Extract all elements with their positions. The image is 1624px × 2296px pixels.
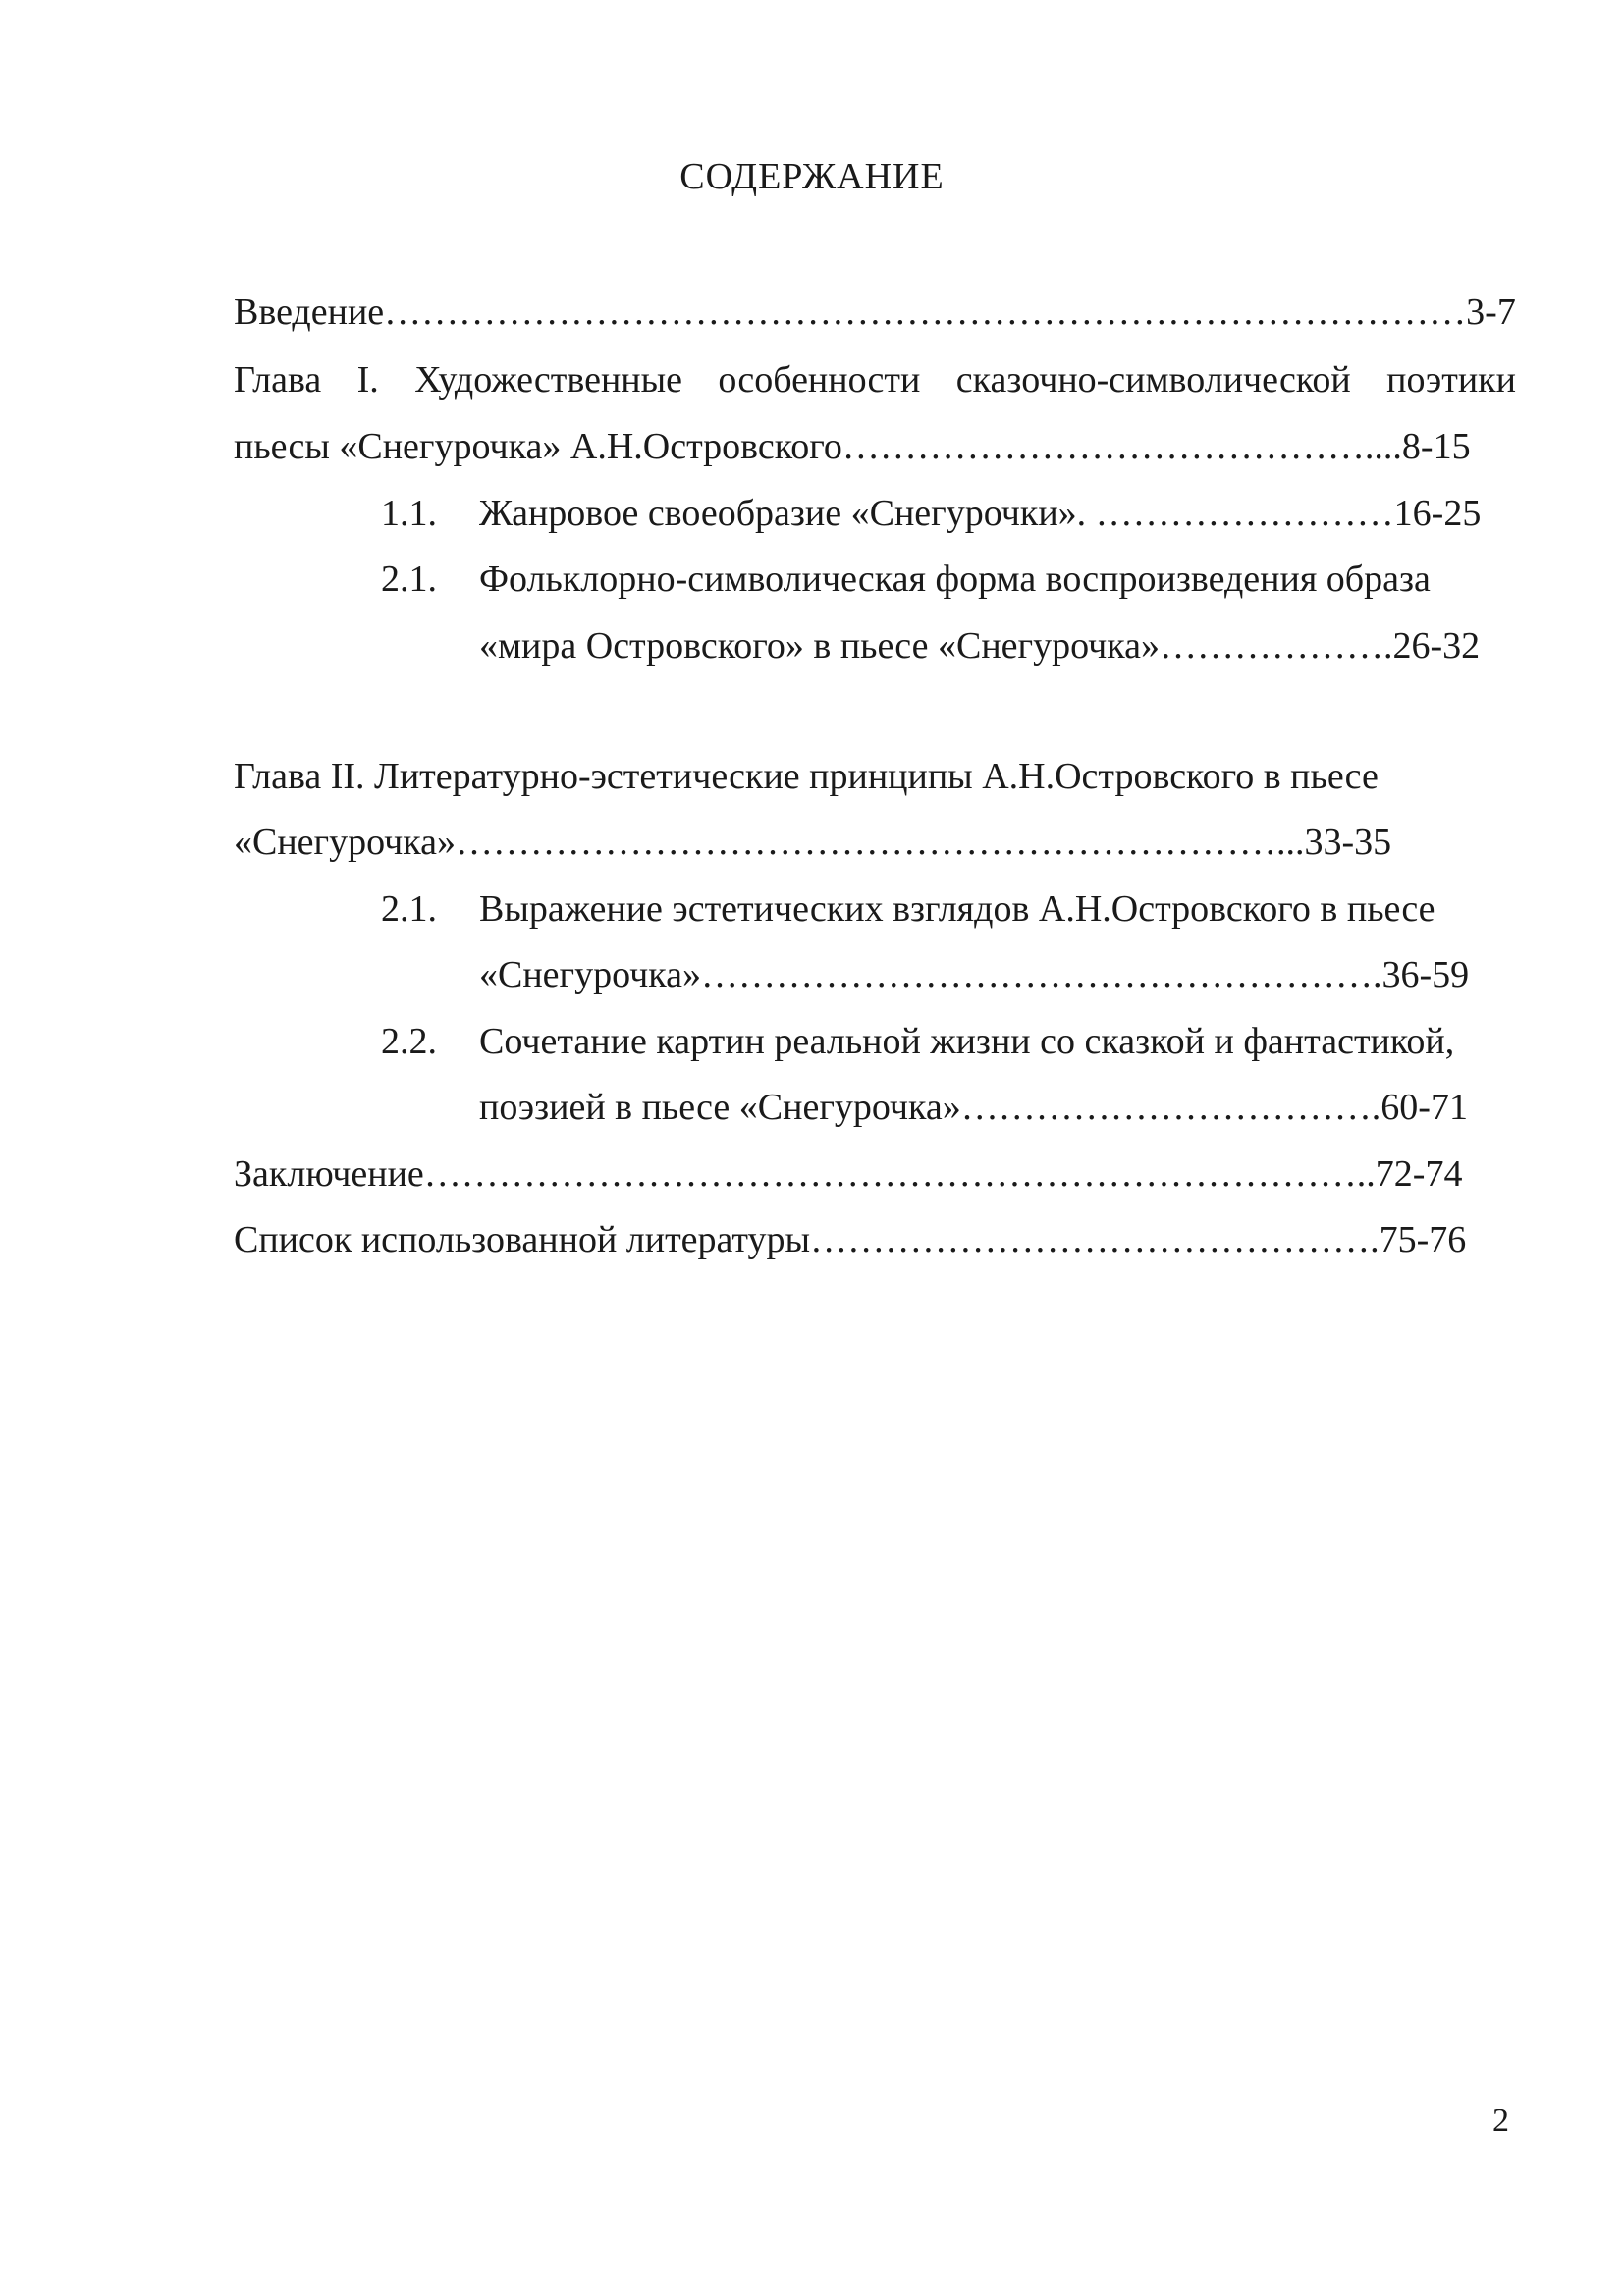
toc-entry-chapter-1-line-1 [234, 358, 1516, 401]
word: особенности [718, 359, 921, 400]
toc-entry-section-2-2-line-1: Сочетание картин реальной жизни со сказкой и фантастикой, [479, 1021, 1455, 1062]
toc-entry-bibliography: Список использованной литературы……………………………………….75-76 [234, 1219, 1467, 1260]
toc-entry-conclusion: Заключение…………………………………………………………………..72-74 [234, 1153, 1463, 1195]
word: поэтики [1386, 359, 1516, 400]
toc-entry-section-1-1: Жанровое своеобразие «Снегурочки». ……………………16-25 [479, 493, 1482, 534]
page-title: СОДЕРЖАНИЕ [679, 156, 945, 197]
toc-entry-chapter-2-line-2: «Снегурочка»…………………………………………………………...33-35 [234, 822, 1392, 863]
word: Художественные [414, 359, 683, 400]
toc-entry-section-2-1b-line-1: Выражение эстетических взглядов А.Н.Островского в пьесе [479, 888, 1435, 930]
page-number: 2 [1492, 2103, 1509, 2139]
toc-entry-chapter-2-line-1: Глава II. Литературно-эстетические принципы А.Н.Островского в пьесе [234, 756, 1379, 797]
word: I. [356, 359, 379, 400]
toc-entry-section-2-1-line-1: Фольклорно-символическая форма воспроизведения образа [479, 559, 1431, 600]
section-number: 2.2. [381, 1021, 437, 1062]
toc-entry-section-2-2-line-2: поэзией в пьесе «Снегурочка»…………………………….60-71 [479, 1087, 1468, 1128]
word: сказочно-символической [955, 359, 1351, 400]
word: Глава [234, 359, 322, 400]
toc-entry-chapter-1-line-2: пьесы «Снегурочка» А.Н.Островского……………………………………....8-15 [234, 426, 1471, 467]
toc-entry-section-2-1b-line-2: «Снегурочка»……………………………………………….36-59 [479, 954, 1470, 995]
section-number: 2.1. [381, 559, 437, 600]
section-number: 1.1. [381, 493, 437, 534]
section-number: 2.1. [381, 888, 437, 930]
toc-entry-introduction: Введение……………………………………………………………………………3-7 [234, 292, 1516, 333]
toc-entry-section-2-1-line-2: «мира Островского» в пьесе «Снегурочка»……………….26-32 [479, 625, 1481, 667]
